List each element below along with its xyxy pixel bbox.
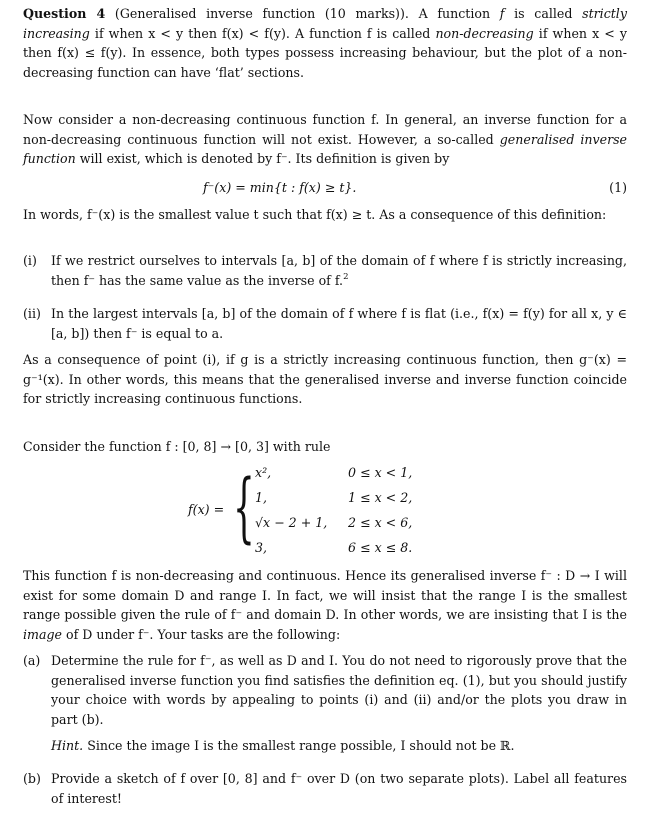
- piecewise-lhs: f(x) =: [188, 502, 225, 517]
- point-ii: (ii) In the largest intervals [a, b] of the domain of f where f is flat (i.e., f(x) = f(y) for all x, y ∈ [a, b]) then f⁻ is equal to a.: [23, 306, 627, 341]
- definition-words: In words, f⁻(x) is the smallest value t such that f(x) ≥ t. As a consequence of this definition:: [23, 207, 607, 222]
- footnote-marker: 2: [343, 271, 349, 282]
- generalised-inverse-paragraph: Now consider a non-decreasing continuous function f. In general, an inverse function for a non-decreasing continuous function will not exist. However, a so-called generalised inverse function will exist, which is denoted by f⁻. Its definition is given by: [23, 112, 627, 167]
- definition-equation: [23, 178, 627, 198]
- consequence-paragraph: As a consequence of point (i), if g is a strictly increasing continuous function, then g⁻(x) = g⁻¹(x). In other words, this means that the generalised inverse and inverse function coincide for strictly increasing continuous functions.: [23, 352, 627, 407]
- piecewise-function: f(x) = { x², 0 ≤ x < 1, 1, 1 ≤ x < 2, √x − 2 + 1, 2 ≤ x < 6, 3, 6 ≤ x ≤ 8.: [188, 462, 413, 555]
- generalised-inverse-task-intro: This function f is non-decreasing and continuous. Hence its generalised inverse f⁻ : D → I will exist for some domain D and range I. In fact, we will insist that the range I is the smallest range possible given the rule of f⁻ and domain D. In other words, we are insisting that I is the image of D under f⁻. Your tasks are the following:: [23, 568, 627, 642]
- term-non-decreasing: non-decreasing: [435, 25, 534, 41]
- task-a: (a) Determine the rule for f⁻, as well as D and I. You do not need to rigorously prove that the generalised inverse function you find satisfies the definition eq. (1), but you should justify your choice with words by appealing to points (i) and (ii) and/or the plots you draw in part (b).: [23, 653, 627, 727]
- equation-formula: f⁻(x) = min{t : f(x) ≥ t}.: [203, 180, 357, 195]
- hint: Hint. Since the image I is the smallest range possible, I should not be ℝ.: [51, 738, 515, 753]
- question-title: Question 4: [23, 6, 106, 21]
- hint-label: Hint.: [51, 738, 84, 753]
- question-subtitle: (Generalised inverse function (10 marks)).: [114, 6, 409, 21]
- point-i: (i) If we restrict ourselves to intervals [a, b] of the domain of f where f is strictly increasing, then f⁻ has the same value as the inverse of f.$^2$: [23, 253, 627, 288]
- task-b: (b) Provide a sketch of f over [0, 8] and f⁻ over D (on two separate plots). Label all features of interest!: [23, 771, 627, 806]
- term-generalised-inverse: generalised inverse function: [23, 131, 627, 167]
- left-brace: {: [233, 462, 255, 551]
- term-strictly-increasing: strictly increasing: [23, 6, 627, 41]
- function-definition-intro: Consider the function f : [0, 8] → [0, 3] with rule: [23, 439, 331, 454]
- question-intro: Question 4 (Generalised inverse function (10 marks)). A function f is called strictly increasing if when x < y then f(x) < f(y). A function f is called non-decreasing if when x < y then f(x) ≤ f(y). In essence, both types possess increasing behaviour, but the plot of a non-decreasing function can have ‘flat’ sections.: [23, 6, 627, 80]
- equation-number: (1): [609, 180, 627, 195]
